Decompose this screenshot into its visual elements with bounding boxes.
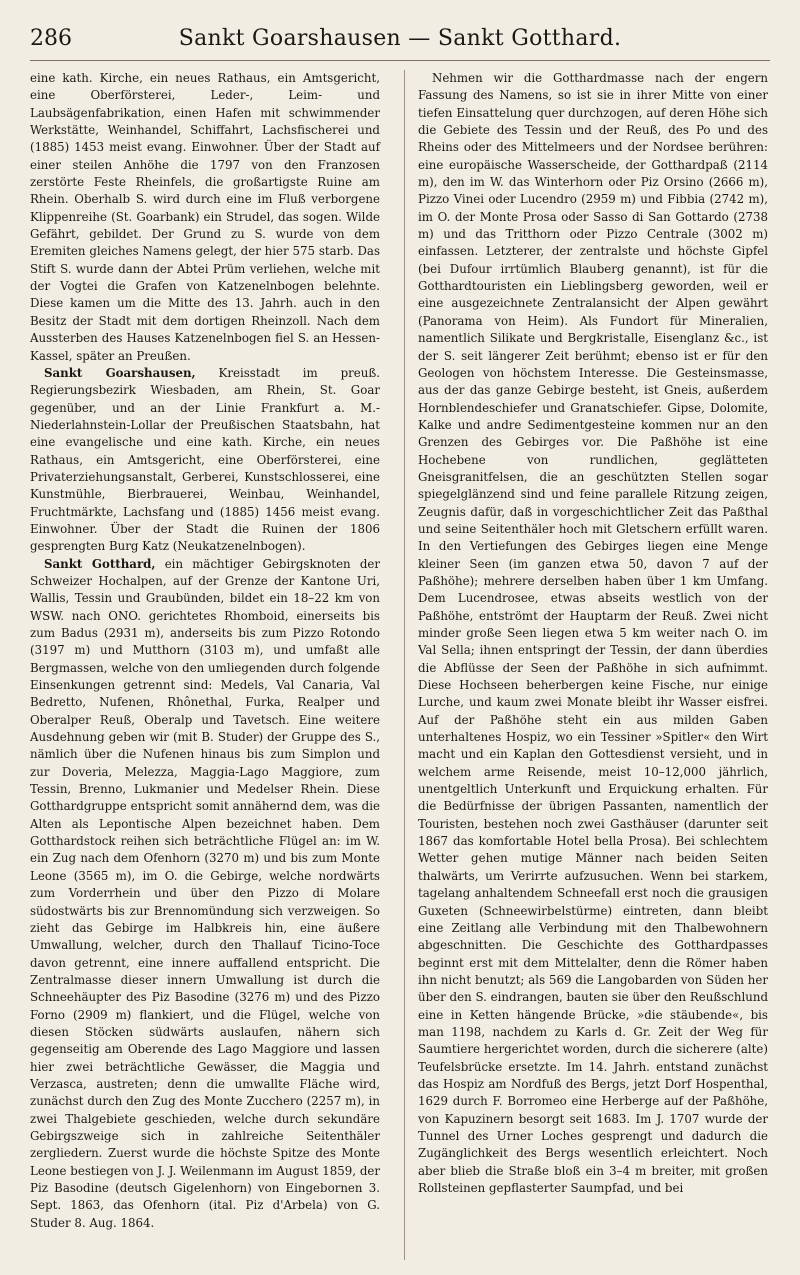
entry-headword: Sankt Goarshausen,: [44, 365, 196, 380]
left-column: [30, 70, 380, 1232]
column-divider: [404, 70, 405, 1260]
entry-sankt-goarshausen: [30, 365, 380, 556]
entry-sankt-gotthard: [30, 556, 380, 1232]
entry-headword: Sankt Gotthard,: [44, 556, 156, 571]
page-number: 286: [30, 26, 72, 51]
entry-text: Kreisstadt im preuß. Regierungsbezirk Wiesbaden, am Rhein, St. Goar gegenüber, und an der Linie Frankfurt a. M.-Niederlahnstein-Lollar der Preußischen Staatsbahn, hat eine evangelische und eine kath. Kirche, ein neues Rathaus, ein Amtsgericht, eine Oberförsterei, eine Privaterziehungsanstalt, Gerberei, Kunstschlosserei, eine Kunstmühle, Bierbrauerei, Weinbau, Weinhandel, Fruchtmärkte, Lachsfang und (1885) 1456 meist evang. Einwohner. Über der Stadt die Ruinen der 1806 gesprengten Burg Katz (Neukatzenelnbogen).: [30, 365, 380, 554]
header-rule: [30, 60, 770, 61]
gotthard-continuation: Nehmen wir die Gotthardmasse nach der engern Fassung des Namens, so ist sie in ihrer Mitte von einer tiefen Einsattelung quer durchzogen, auf deren Höhe sich die Gebiete des Tessin und der Reuß, des Po und des Rheins oder des Mittelmeers und der Nordsee berühren: eine europäische Wasserscheide, der Gotthardpaß (2114 m), den im W. das Winterhorn oder Piz Orsino (2666 m), Pizzo Vinei oder Lucendro (2959 m) und Fibbia (2742 m), im O. der Monte Prosa oder Sasso di San Gottardo (2738 m) und das Tritthorn oder Pizzo Centrale (3002 m) einfassen. Letzterer, der zentralste und höchste Gipfel (bei Dufour irrtümlich Blauberg genannt), ist für die Gotthardtouristen ein Lieblingsberg geworden, weil er eine ausgezeichnete Zentralansicht der Alpen gewährt (Panorama von Heim). Als Fundort für Mineralien, namentlich Silikate und Bergkristalle, Eisenglanz &c., ist der S. seit längerer Zeit berühmt; ebenso ist er für den Geologen von höchstem Interesse. Die Gesteinsmasse, aus der das ganze Gebirge besteht, ist Gneis, außerdem Hornblendeschiefer und Granatschiefer. Gipse, Dolomite, Kalke und andre Sedimentgesteine kommen nur an den Grenzen des Gebirges vor. Die Paßhöhe ist eine Hochebene von rundlichen, geglätteten Gneisgranitfelsen, die an geschützten Stellen sogar spiegelglänzend sind und feine parallele Ritzung zeigen, Zeugnis dafür, daß in vorgeschichtlicher Zeit das Paßthal und seine Seitenthäler hoch mit Gletschern erfüllt waren. In den Vertiefungen des Gebirges liegen eine Menge kleiner Seen (im ganzen etwa 50, davon 7 auf der Paßhöhe); mehrere derselben haben über 1 km Umfang. Dem Lucendrosee, etwas abseits westlich von der Paßhöhe, entströmt der Hauptarm der Reuß. Zwei nicht minder große Seen liegen etwa 5 km weiter nach O. im Val Sella; ihnen entspringt der Tessin, der dann überdies die Abflüsse der Seen der Paßhöhe in sich aufnimmt. Diese Hochseen beherbergen keine Fische, nur einige Lurche, und kaum zwei Monate bleibt ihr Wasser eisfrei. Auf der Paßhöhe steht ein aus milden Gaben unterhaltenes Hospiz, wo ein Tessiner »Spitler« den Wirt macht und ein Kaplan den Gottesdienst versieht, und in welchem arme Reisende, meist 10–12,000 jährlich, unentgeltlich Unterkunft und Erquickung erhalten. Für die Bedürfnisse der übrigen Passanten, namentlich der Touristen, bestehen noch zwei Gasthäuser (darunter seit 1867 das komfortable Hotel bella Prosa). Bei schlechtem Wetter gehen mutige Männer nach beiden Seiten thalwärts, um Verirrte aufzusuchen. Wenn bei starkem, tagelang anhaltendem Schneefall erst noch die grausigen Guxeten (Schneewirbelstürme) eintreten, dann bleibt eine Zeitlang alle Verbindung mit den Thalbewohnern abgeschnitten. Die Geschichte des Gotthardpasses beginnt erst mit dem Mittelalter, denn die Römer haben ihn nicht benutzt; als 569 die Langobarden von Süden her über den S. eindrangen, bauten sie über den Reußschlund eine in Ketten hängende Brücke, »die stäubende«, bis man 1198, nachdem zu Karls d. Gr. Zeit der Weg für Saumtiere hergerichtet worden, durch die sicherere (alte) Teufelsbrücke ersetzte. Im 14. Jahrh. entstand zunächst das Hospiz am Nordfuß des Bergs, jetzt Dorf Hospenthal, 1629 durch F. Borromeo eine Herberge auf der Paßhöhe, von Kapuzinern besorgt seit 1683. Im J. 1707 wurde der Tunnel des Urner Loches gesprengt und dadurch die Zugänglichkeit des Bergs wesentlich erleichtert. Noch aber blieb die Straße bloß ein 3–4 m breiter, mit großen Rollsteinen gepflasterter Saumpfad, und bei: [418, 71, 768, 1195]
entry-text: ein mächtiger Gebirgsknoten der Schweizer Hochalpen, auf der Grenze der Kantone Uri, Wallis, Tessin und Graubünden, bildet ein 18–22 km von WSW. nach ONO. gerichtetes Rhomboid, einerseits bis zum Badus (2931 m), anderseits bis zum Pizzo Rotondo (3197 m) und Mutthorn (3103 m), und umfaßt alle Bergmassen, welche von den umliegenden durch folgende Einsenkungen getrennt sind: Medels, Val Canaria, Val Bedretto, Nufenen, Rhônethal, Furka, Realper und Oberalper Reuß, Oberalp und Tavetsch. Eine weitere Ausdehnung geben wir (mit B. Studer) der Gruppe des S., nämlich über die Nufenen hinaus bis zum Simplon und zur Doveria, Melezza, Maggia-Lago Maggiore, zum Tessin, Brenno, Lukmanier und Medelser Rhein. Diese Gotthardgruppe entspricht somit annähernd dem, was die Alten als Lepontische Alpen bezeichnet haben. Dem Gotthardstock reihen sich beträchtliche Flügel an: im W. ein Zug nach dem Ofenhorn (3270 m) und bis zum Monte Leone (3565 m), im O. die Gebirge, welche nordwärts zum Vorderrhein und über den Pizzo di Molare südostwärts bis zur Brennomündung sich verzweigen. So zieht das Gebirge im Halbkreis hin, eine äußere Umwallung, welcher, durch den Thallauf Ticino-Toce davon getrennt, eine innere auffallend entspricht. Die Zentralmasse dieser innern Umwallung ist durch die Schneehäupter des Piz Basodine (3276 m) und des Pizzo Forno (2909 m) flankiert, und die Flügel, welche von diesen Stöcken südwärts auslaufen, nähern sich gegenseitig am Oberende des Lago Maggiore und lassen hier zwei beträchtliche Gewässer, die Maggia und Verzasca, austreten; denn die umwallte Fläche wird, zunächst durch den Zug des Monte Zucchero (2257 m), in zwei Thalgebiete geschieden, welche durch sekundäre Gebirgszweige sich in zahlreiche Seitenthäler zergliedern. Zuerst wurde die höchste Spitze des Monte Leone bestiegen von J. J. Weilenmann im August 1859, der Piz Basodine (deutsch Gigelenhorn) von Eingebornen 3. Sept. 1863, das Ofenhorn (ital. Piz d'Arbela) von G. Studer 8. Aug. 1864.: [30, 556, 381, 1230]
page-header: [30, 24, 770, 58]
running-title: Sankt Goarshausen — Sankt Gotthard.: [178, 26, 622, 51]
right-column: [418, 70, 768, 1197]
st-goar-continuation: eine kath. Kirche, ein neues Rathaus, ein Amtsgericht, eine Oberförsterei, Leder-, Leim- und Laubsägenfabrikation, einen Hafen mit schwimmender Werkstätte, Weinhandel, Schiffahrt, Lachsfischerei und (1885) 1453 meist evang. Einwohner. Über der Stadt auf einer steilen Anhöhe die 1797 von den Franzosen zerstörte Feste Rheinfels, die großartigste Ruine am Rhein. Oberhalb S. wird durch eine im Fluß verborgene Klippenreihe (St. Goarbank) ein Strudel, das sogen. Wilde Gefährt, gebildet. Der Grund zu S. wurde von dem Eremiten gleiches Namens gelegt, der hier 575 starb. Das Stift S. wurde dann der Abtei Prüm verliehen, welche mit der Vogtei die Grafen von Katzenelnbogen belehnte. Diese kamen um die Mitte des 13. Jahrh. auch in den Besitz der Stadt mit dem dortigen Rheinzoll. Nach dem Aussterben des Hauses Katzenelnbogen fiel S. an Hessen-Kassel, später an Preußen.: [30, 71, 380, 363]
